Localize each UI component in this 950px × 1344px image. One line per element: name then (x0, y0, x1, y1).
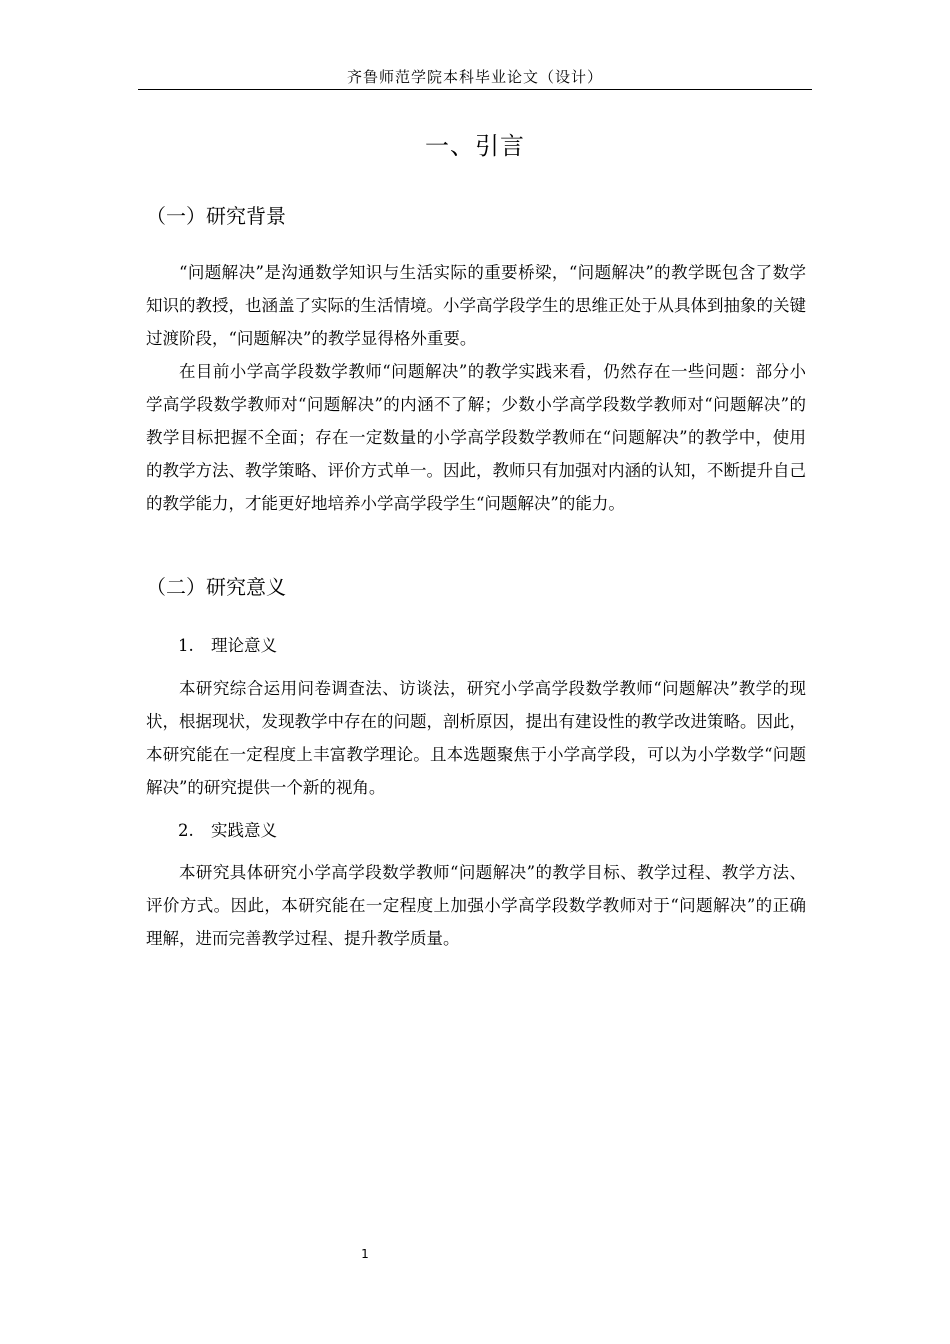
subsection-label: 实践意义 (211, 821, 277, 840)
subsection-title-practice (178, 817, 277, 841)
section-title-background: （一）研究背景 (146, 204, 286, 228)
paragraph-background-1: “问题解决”是沟通数学知识与生活实际的重要桥梁，“问题解决”的教学既包含了数学知识的教授，也涵盖了实际的生活情境。小学高学段学生的思维正处于从具体到抽象的关键过渡阶段，“问题解决”的教学显得格外重要。 (146, 263, 806, 348)
paragraph-background-2: 在目前小学高学段数学教师“问题解决”的教学实践来看，仍然存在一些问题：部分小学高学段数学教师对“问题解决”的内涵不了解；少数小学高学段数学教师对“问题解决”的教学目标把握不全面；存在一定数量的小学高学段数学教师在“问题解决”的教学中，使用的教学方法、教学策略、评价方式单一。因此，教师只有加强对内涵的认知，不断提升自己的教学能力，才能更好地培养小学高学段学生“问题解决”的能力。 (146, 362, 806, 513)
paragraph-practice: 本研究具体研究小学高学段数学教师“问题解决”的教学目标、教学过程、教学方法、评价方式。因此，本研究能在一定程度上加强小学高学段数学教师对于“问题解决”的正确理解，进而完善教学过程、提升教学质量。 (146, 863, 806, 948)
section-title-significance: （二）研究意义 (146, 575, 286, 599)
subsection-number: 2. (178, 821, 194, 840)
chapter-title: 一、引言 (425, 132, 525, 160)
subsection-number: 1. (178, 636, 194, 655)
header-rule (138, 89, 812, 90)
subsection-title-theory (178, 632, 277, 656)
running-header: 齐鲁师范学院本科毕业论文（设计） (346, 68, 603, 86)
subsection-label: 理论意义 (211, 636, 277, 655)
page-number: 1 (361, 1247, 369, 1261)
paragraph-theory: 本研究综合运用问卷调查法、访谈法，研究小学高学段数学教师“问题解决”教学的现状，根据现状，发现教学中存在的问题，剖析原因，提出有建设性的教学改进策略。因此，本研究能在一定程度上丰富教学理论。且本选题聚焦于小学高学段，可以为小学数学“问题解决”的研究提供一个新的视角。 (146, 679, 806, 797)
